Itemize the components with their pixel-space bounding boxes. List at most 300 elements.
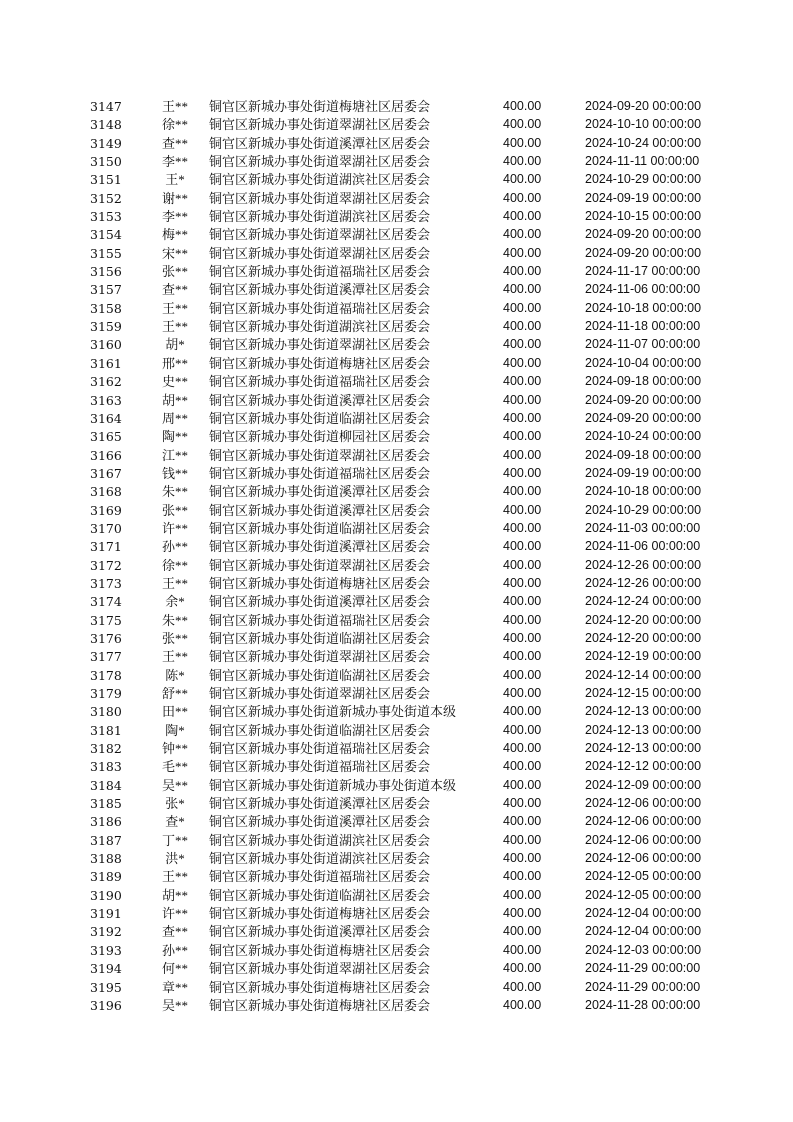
recipient-name: 史**	[161, 374, 188, 390]
amount: 400.00	[503, 557, 542, 572]
recipient-name: 朱**	[161, 612, 188, 628]
amount: 400.00	[503, 465, 542, 480]
amount: 400.00	[503, 429, 542, 444]
amount: 400.00	[503, 245, 542, 260]
payment-date: 2024-11-03 00:00:00	[585, 520, 701, 535]
community-org: 铜官区新城办事处街道溪潭社区居委会	[209, 539, 431, 555]
payment-date: 2024-11-11 00:00:00	[585, 154, 700, 169]
recipient-name: 陶*	[165, 722, 185, 738]
payment-date: 2024-09-20 00:00:00	[585, 227, 702, 242]
table-row	[0, 391, 793, 409]
recipient-name: 查**	[161, 282, 188, 298]
table-row	[0, 574, 793, 592]
row-number: 3157	[90, 282, 122, 298]
recipient-name: 徐**	[161, 557, 188, 573]
payment-date: 2024-12-12 00:00:00	[585, 759, 702, 774]
row-number: 3176	[90, 630, 122, 646]
payment-date: 2024-09-20 00:00:00	[585, 392, 702, 407]
recipient-name: 查**	[161, 924, 188, 940]
community-org: 铜官区新城办事处街道溪潭社区居委会	[209, 484, 431, 500]
payment-date: 2024-09-20 00:00:00	[585, 99, 702, 113]
amount: 400.00	[503, 227, 542, 242]
recipient-name: 王**	[161, 869, 188, 885]
payment-date: 2024-12-20 00:00:00	[585, 612, 702, 627]
community-org: 铜官区新城办事处街道临湖社区居委会	[209, 667, 431, 683]
payment-date: 2024-12-09 00:00:00	[585, 777, 702, 792]
amount: 400.00	[503, 392, 542, 407]
amount: 400.00	[503, 520, 542, 535]
community-org: 铜官区新城办事处街道梅塘社区居委会	[209, 575, 431, 591]
community-org: 铜官区新城办事处街道湖滨社区居委会	[209, 851, 431, 867]
row-number: 3171	[90, 539, 122, 555]
table-row	[0, 97, 793, 115]
community-org: 铜官区新城办事处街道梅塘社区居委会	[209, 355, 431, 371]
payment-date: 2024-11-29 00:00:00	[585, 961, 701, 976]
amount: 400.00	[503, 355, 542, 370]
table-row	[0, 959, 793, 977]
table-row	[0, 354, 793, 372]
recipient-name: 梅**	[161, 227, 188, 243]
community-org: 铜官区新城办事处街道梅塘社区居委会	[209, 99, 431, 114]
payment-date: 2024-09-19 00:00:00	[585, 190, 702, 205]
row-number: 3156	[90, 264, 122, 280]
table-row	[0, 280, 793, 298]
table-row	[0, 776, 793, 794]
row-number: 3187	[90, 832, 122, 848]
table-row	[0, 867, 793, 885]
row-number: 3154	[90, 227, 122, 243]
table-row	[0, 482, 793, 500]
recipient-name: 田**	[161, 704, 188, 720]
payment-date: 2024-12-06 00:00:00	[585, 832, 702, 847]
row-number: 3196	[90, 997, 122, 1013]
amount: 400.00	[503, 190, 542, 205]
payment-date: 2024-12-15 00:00:00	[585, 686, 702, 700]
community-org: 铜官区新城办事处街道溪潭社区居委会	[209, 924, 431, 940]
amount: 400.00	[503, 869, 542, 884]
amount: 400.00	[503, 979, 542, 994]
community-org: 铜官区新城办事处街道湖滨社区居委会	[209, 209, 431, 225]
community-org: 铜官区新城办事处街道翠湖社区居委会	[209, 245, 431, 261]
community-org: 铜官区新城办事处街道溪潭社区居委会	[209, 796, 431, 812]
community-org: 铜官区新城办事处街道柳园社区居委会	[209, 429, 431, 445]
community-org: 铜官区新城办事处街道福瑞社区居委会	[209, 264, 431, 280]
amount: 400.00	[503, 209, 542, 224]
amount: 400.00	[503, 924, 542, 939]
recipient-name: 谢**	[161, 190, 188, 206]
amount: 400.00	[503, 484, 542, 499]
row-number: 3190	[90, 887, 122, 903]
table-row	[0, 134, 793, 152]
table-row	[0, 978, 793, 996]
community-org: 铜官区新城办事处街道福瑞社区居委会	[209, 612, 431, 628]
recipient-name: 李**	[161, 154, 188, 170]
recipient-name: 陈*	[165, 667, 185, 683]
community-org: 铜官区新城办事处街道福瑞社区居委会	[209, 759, 431, 775]
community-org: 铜官区新城办事处街道临湖社区居委会	[209, 520, 431, 536]
community-org: 铜官区新城办事处街道梅塘社区居委会	[209, 906, 431, 922]
payment-date: 2024-11-28 00:00:00	[585, 997, 701, 1012]
amount: 400.00	[503, 906, 542, 921]
row-number: 3185	[90, 796, 122, 812]
payment-date: 2024-10-18 00:00:00	[585, 484, 702, 499]
row-number: 3163	[90, 392, 122, 408]
table-row	[0, 886, 793, 904]
table-row	[0, 812, 793, 830]
row-number: 3180	[90, 704, 122, 720]
amount: 400.00	[503, 410, 542, 425]
amount: 400.00	[503, 796, 542, 811]
payment-date: 2024-10-18 00:00:00	[585, 300, 702, 315]
row-number: 3174	[90, 594, 122, 610]
community-org: 铜官区新城办事处街道翠湖社区居委会	[209, 557, 431, 573]
payment-date: 2024-09-18 00:00:00	[585, 447, 702, 462]
recipient-name: 何**	[161, 961, 188, 977]
table-row	[0, 446, 793, 464]
payment-date: 2024-12-06 00:00:00	[585, 796, 702, 811]
amount: 400.00	[503, 447, 542, 462]
table-row	[0, 262, 793, 280]
community-org: 铜官区新城办事处街道新城办事处街道本级	[209, 777, 457, 793]
recipient-name: 查**	[161, 135, 188, 151]
table-row	[0, 684, 793, 702]
row-number: 3194	[90, 961, 122, 977]
payment-date: 2024-12-06 00:00:00	[585, 851, 702, 866]
payment-date: 2024-11-17 00:00:00	[585, 264, 701, 279]
amount: 400.00	[503, 851, 542, 866]
table-row	[0, 629, 793, 647]
row-number: 3149	[90, 135, 122, 151]
recipient-name: 章**	[161, 979, 188, 995]
row-number: 3177	[90, 649, 122, 665]
row-number: 3160	[90, 337, 122, 353]
amount: 400.00	[503, 961, 542, 976]
recipient-name: 孙**	[161, 942, 188, 958]
recipient-name: 张**	[161, 502, 188, 518]
row-number: 3148	[90, 117, 122, 133]
table-row	[0, 739, 793, 757]
payment-date: 2024-10-10 00:00:00	[585, 117, 702, 132]
recipient-name: 洪*	[165, 851, 185, 867]
amount: 400.00	[503, 319, 542, 334]
amount: 400.00	[503, 667, 542, 682]
payment-date: 2024-12-20 00:00:00	[585, 630, 702, 645]
community-org: 铜官区新城办事处街道梅塘社区居委会	[209, 979, 431, 995]
payment-date: 2024-12-04 00:00:00	[585, 924, 702, 939]
community-org: 铜官区新城办事处街道临湖社区居委会	[209, 410, 431, 426]
community-org: 铜官区新城办事处街道临湖社区居委会	[209, 630, 431, 646]
amount: 400.00	[503, 686, 542, 700]
payment-date: 2024-11-06 00:00:00	[585, 282, 701, 297]
community-org: 铜官区新城办事处街道溪潭社区居委会	[209, 594, 431, 610]
table-row	[0, 666, 793, 684]
payment-date: 2024-12-06 00:00:00	[585, 814, 702, 829]
row-number: 3150	[90, 154, 122, 170]
amount: 400.00	[503, 374, 542, 389]
recipient-name: 余*	[165, 594, 185, 610]
row-number: 3158	[90, 300, 122, 316]
amount: 400.00	[503, 337, 542, 352]
recipient-name: 王**	[161, 319, 188, 335]
payment-date: 2024-12-13 00:00:00	[585, 704, 702, 719]
table-row	[0, 244, 793, 262]
payment-date: 2024-12-13 00:00:00	[585, 722, 702, 737]
recipient-name: 孙**	[161, 539, 188, 555]
row-number: 3172	[90, 557, 122, 573]
recipient-name: 吴**	[161, 777, 188, 793]
table-row	[0, 537, 793, 555]
recipient-name: 江**	[161, 447, 188, 463]
community-org: 铜官区新城办事处街道梅塘社区居委会	[209, 942, 431, 958]
amount: 400.00	[503, 172, 542, 187]
subsidy-table	[0, 97, 793, 1014]
recipient-name: 吴**	[161, 997, 188, 1013]
row-number: 3152	[90, 190, 122, 206]
table-row	[0, 225, 793, 243]
amount: 400.00	[503, 612, 542, 627]
recipient-name: 张**	[161, 264, 188, 280]
table-row	[0, 501, 793, 519]
payment-date: 2024-10-24 00:00:00	[585, 135, 702, 150]
amount: 400.00	[503, 887, 542, 902]
payment-date: 2024-11-06 00:00:00	[585, 539, 701, 554]
table-row	[0, 996, 793, 1014]
recipient-name: 陶**	[161, 429, 188, 445]
community-org: 铜官区新城办事处街道湖滨社区居委会	[209, 319, 431, 335]
recipient-name: 王**	[161, 99, 188, 114]
row-number: 3186	[90, 814, 122, 830]
recipient-name: 查*	[165, 814, 185, 830]
community-org: 铜官区新城办事处街道翠湖社区居委会	[209, 961, 431, 977]
recipient-name: 许**	[161, 906, 188, 922]
payment-date: 2024-10-15 00:00:00	[585, 209, 702, 224]
recipient-name: 周**	[161, 410, 188, 426]
row-number: 3153	[90, 209, 122, 225]
payment-date: 2024-12-24 00:00:00	[585, 594, 702, 609]
row-number: 3147	[90, 99, 122, 114]
table-row	[0, 702, 793, 720]
row-number: 3192	[90, 924, 122, 940]
community-org: 铜官区新城办事处街道福瑞社区居委会	[209, 465, 431, 481]
community-org: 铜官区新城办事处街道溪潭社区居委会	[209, 814, 431, 830]
amount: 400.00	[503, 594, 542, 609]
amount: 400.00	[503, 502, 542, 517]
community-org: 铜官区新城办事处街道新城办事处街道本级	[209, 704, 457, 720]
row-number: 3162	[90, 374, 122, 390]
amount: 400.00	[503, 630, 542, 645]
community-org: 铜官区新城办事处街道溪潭社区居委会	[209, 392, 431, 408]
table-row	[0, 721, 793, 739]
recipient-name: 徐**	[161, 117, 188, 133]
amount: 400.00	[503, 154, 542, 169]
payment-date: 2024-12-03 00:00:00	[585, 942, 702, 957]
payment-date: 2024-11-18 00:00:00	[585, 319, 701, 334]
community-org: 铜官区新城办事处街道溪潭社区居委会	[209, 282, 431, 298]
recipient-name: 王**	[161, 300, 188, 316]
amount: 400.00	[503, 117, 542, 132]
amount: 400.00	[503, 575, 542, 590]
payment-date: 2024-12-05 00:00:00	[585, 887, 702, 902]
row-number: 3159	[90, 319, 122, 335]
amount: 400.00	[503, 300, 542, 315]
table-row	[0, 794, 793, 812]
payment-date: 2024-11-07 00:00:00	[585, 337, 701, 352]
recipient-name: 王*	[165, 172, 185, 188]
community-org: 铜官区新城办事处街道福瑞社区居委会	[209, 741, 431, 757]
amount: 400.00	[503, 539, 542, 554]
amount: 400.00	[503, 282, 542, 297]
payment-date: 2024-09-20 00:00:00	[585, 245, 702, 260]
row-number: 3183	[90, 759, 122, 775]
recipient-name: 胡*	[165, 337, 185, 353]
row-number: 3164	[90, 410, 122, 426]
table-row	[0, 556, 793, 574]
row-number: 3165	[90, 429, 122, 445]
community-org: 铜官区新城办事处街道翠湖社区居委会	[209, 337, 431, 353]
amount: 400.00	[503, 741, 542, 756]
row-number: 3178	[90, 667, 122, 683]
recipient-name: 李**	[161, 209, 188, 225]
table-row	[0, 904, 793, 922]
row-number: 3195	[90, 979, 122, 995]
community-org: 铜官区新城办事处街道翠湖社区居委会	[209, 154, 431, 170]
table-row	[0, 647, 793, 665]
community-org: 铜官区新城办事处街道福瑞社区居委会	[209, 300, 431, 316]
row-number: 3155	[90, 245, 122, 261]
table-row	[0, 409, 793, 427]
community-org: 铜官区新城办事处街道临湖社区居委会	[209, 887, 431, 903]
table-row	[0, 335, 793, 353]
payment-date: 2024-10-24 00:00:00	[585, 429, 702, 444]
table-row	[0, 922, 793, 940]
amount: 400.00	[503, 704, 542, 719]
table-row	[0, 831, 793, 849]
payment-date: 2024-12-04 00:00:00	[585, 906, 702, 921]
community-org: 铜官区新城办事处街道翠湖社区居委会	[209, 447, 431, 463]
table-row	[0, 207, 793, 225]
community-org: 铜官区新城办事处街道翠湖社区居委会	[209, 686, 431, 701]
community-org: 铜官区新城办事处街道翠湖社区居委会	[209, 649, 431, 665]
table-row	[0, 519, 793, 537]
table-row	[0, 189, 793, 207]
row-number: 3173	[90, 575, 122, 591]
table-row	[0, 152, 793, 170]
table-row	[0, 611, 793, 629]
amount: 400.00	[503, 722, 542, 737]
recipient-name: 胡**	[161, 392, 188, 408]
community-org: 铜官区新城办事处街道翠湖社区居委会	[209, 227, 431, 243]
recipient-name: 丁**	[161, 832, 188, 848]
table-row	[0, 757, 793, 775]
recipient-name: 许**	[161, 520, 188, 536]
community-org: 铜官区新城办事处街道翠湖社区居委会	[209, 117, 431, 133]
row-number: 3182	[90, 741, 122, 757]
row-number: 3166	[90, 447, 122, 463]
amount: 400.00	[503, 814, 542, 829]
recipient-name: 王**	[161, 575, 188, 591]
amount: 400.00	[503, 832, 542, 847]
table-row	[0, 849, 793, 867]
payment-date: 2024-12-19 00:00:00	[585, 649, 702, 664]
row-number: 3170	[90, 520, 122, 536]
recipient-name: 钟**	[161, 741, 188, 757]
recipient-name: 毛**	[161, 759, 188, 775]
row-number: 3189	[90, 869, 122, 885]
payment-date: 2024-12-05 00:00:00	[585, 869, 702, 884]
community-org: 铜官区新城办事处街道福瑞社区居委会	[209, 374, 431, 390]
payment-date: 2024-09-18 00:00:00	[585, 374, 702, 389]
amount: 400.00	[503, 264, 542, 279]
recipient-name: 宋**	[161, 245, 188, 261]
amount: 400.00	[503, 135, 542, 150]
payment-date: 2024-09-20 00:00:00	[585, 410, 702, 425]
amount: 400.00	[503, 777, 542, 792]
recipient-name: 邢**	[161, 355, 188, 371]
recipient-name: 王**	[161, 649, 188, 665]
community-org: 铜官区新城办事处街道溪潭社区居委会	[209, 135, 431, 151]
table-row	[0, 115, 793, 133]
community-org: 铜官区新城办事处街道福瑞社区居委会	[209, 869, 431, 885]
row-number: 3168	[90, 484, 122, 500]
table-row	[0, 427, 793, 445]
row-number: 3179	[90, 686, 122, 701]
community-org: 铜官区新城办事处街道翠湖社区居委会	[209, 190, 431, 206]
row-number: 3184	[90, 777, 122, 793]
row-number: 3169	[90, 502, 122, 518]
amount: 400.00	[503, 759, 542, 774]
table-row	[0, 299, 793, 317]
payment-date: 2024-09-19 00:00:00	[585, 465, 702, 480]
amount: 400.00	[503, 99, 542, 113]
amount: 400.00	[503, 997, 542, 1012]
row-number: 3191	[90, 906, 122, 922]
recipient-name: 钱**	[161, 465, 188, 481]
table-row	[0, 592, 793, 610]
payment-date: 2024-10-29 00:00:00	[585, 172, 702, 187]
row-number: 3175	[90, 612, 122, 628]
table-row	[0, 464, 793, 482]
payment-date: 2024-12-26 00:00:00	[585, 557, 702, 572]
payment-date: 2024-12-14 00:00:00	[585, 667, 702, 682]
payment-date: 2024-12-13 00:00:00	[585, 741, 702, 756]
table-row	[0, 372, 793, 390]
amount: 400.00	[503, 942, 542, 957]
amount: 400.00	[503, 649, 542, 664]
community-org: 铜官区新城办事处街道湖滨社区居委会	[209, 172, 431, 188]
payment-date: 2024-10-04 00:00:00	[585, 355, 702, 370]
row-number: 3193	[90, 942, 122, 958]
community-org: 铜官区新城办事处街道临湖社区居委会	[209, 722, 431, 738]
row-number: 3161	[90, 355, 122, 371]
row-number: 3151	[90, 172, 122, 188]
row-number: 3167	[90, 465, 122, 481]
payment-date: 2024-10-29 00:00:00	[585, 502, 702, 517]
row-number: 3188	[90, 851, 122, 867]
recipient-name: 胡**	[161, 887, 188, 903]
recipient-name: 张**	[161, 630, 188, 646]
community-org: 铜官区新城办事处街道湖滨社区居委会	[209, 832, 431, 848]
recipient-name: 朱**	[161, 484, 188, 500]
payment-date: 2024-12-26 00:00:00	[585, 575, 702, 590]
table-row	[0, 941, 793, 959]
recipient-name: 舒**	[161, 686, 188, 701]
row-number: 3181	[90, 722, 122, 738]
payment-date: 2024-11-29 00:00:00	[585, 979, 701, 994]
recipient-name: 张*	[165, 796, 185, 812]
table-row	[0, 170, 793, 188]
table-row	[0, 317, 793, 335]
community-org: 铜官区新城办事处街道溪潭社区居委会	[209, 502, 431, 518]
